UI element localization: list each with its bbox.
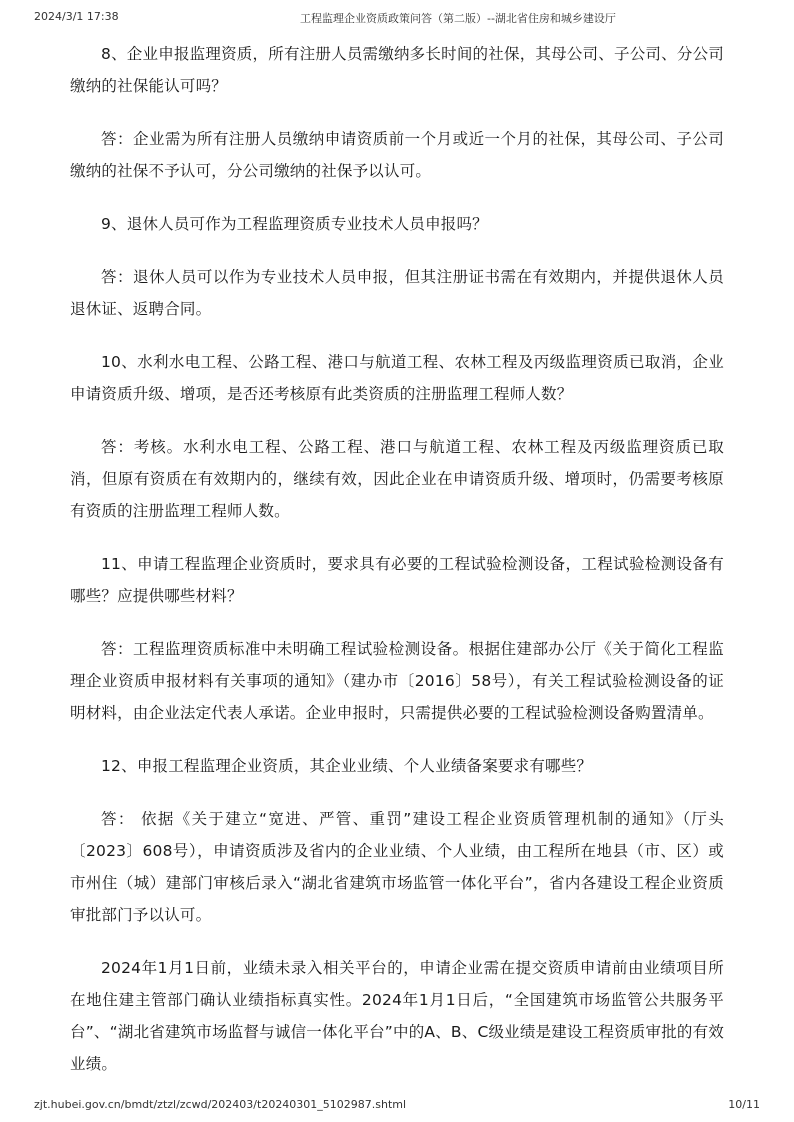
answer-9: 答：退休人员可以作为专业技术人员申报，但其注册证书需在有效期内，并提供退休人员退休证、返聘合同。	[70, 268, 724, 318]
answer-11: 答：工程监理资质标准中未明确工程试验检测设备。根据住建部办公厅《关于简化工程监理企业资质申报材料有关事项的通知》（建办市〔2016〕58号），有关工程试验检测设备的证明材料，由企业法定代表人承诺。企业申报时，只需提供必要的工程试验检测设备购置清单。	[70, 640, 724, 722]
answer-12: 答： 依据《关于建立“宽进、严管、重罚”建设工程企业资质管理机制的通知》（厅头〔2023〕608号），申请资质涉及省内的企业业绩、个人业绩，由工程所在地县（市、区）或市州住（城）建部门审核后录入“湖北省建筑市场监管一体化平台”，省内各建设工程企业资质审批部门予以认可。	[70, 810, 724, 924]
answer-12-continued: 2024年1月1日前，业绩未录入相关平台的，申请企业需在提交资质申请前由业绩项目所在地住建主管部门确认业绩指标真实性。2024年1月1日后，“全国建筑市场监管公共服务平台”、“湖北省建筑市场监督与诚信一体化平台”中的A、B、C级业绩是建设工程资质审批的有效业绩。	[70, 959, 724, 1073]
document-title: 工程监理企业资质政策问答（第二版）--湖北省住房和城乡建设厅	[300, 12, 616, 25]
question-11: 11、申请工程监理企业资质时，要求具有必要的工程试验检测设备，工程试验检测设备有哪些？应提供哪些材料？	[70, 555, 724, 605]
page-url[interactable]: zjt.hubei.gov.cn/bmdt/ztzl/zcwd/202403/t20240301_5102987.shtml	[34, 1098, 407, 1111]
question-10: 10、水利水电工程、公路工程、港口与航道工程、农林工程及丙级监理资质已取消，企业申请资质升级、增项，是否还考核原有此类资质的注册监理工程师人数？	[70, 353, 724, 403]
page-number: 10/11	[728, 1098, 760, 1111]
page-footer	[0, 1092, 794, 1122]
question-8: 8、企业申报监理资质，所有注册人员需缴纳多长时间的社保，其母公司、子公司、分公司缴纳的社保能认可吗？	[70, 45, 724, 95]
answer-10: 答：考核。水利水电工程、公路工程、港口与航道工程、农林工程及丙级监理资质已取消，但原有资质在有效期内的，继续有效，因此企业在申请资质升级、增项时，仍需要考核原有资质的注册监理工程师人数。	[70, 438, 724, 520]
question-12: 12、申报工程监理企业资质，其企业业绩、个人业绩备案要求有哪些？	[101, 757, 593, 775]
question-9: 9、退休人员可作为工程监理资质专业技术人员申报吗？	[101, 215, 488, 233]
document-body	[70, 38, 724, 1101]
page-header	[0, 0, 794, 30]
answer-8: 答：企业需为所有注册人员缴纳申请资质前一个月或近一个月的社保，其母公司、子公司缴纳的社保不予认可，分公司缴纳的社保予以认可。	[70, 130, 724, 180]
print-datetime: 2024/3/1 17:38	[34, 10, 119, 23]
